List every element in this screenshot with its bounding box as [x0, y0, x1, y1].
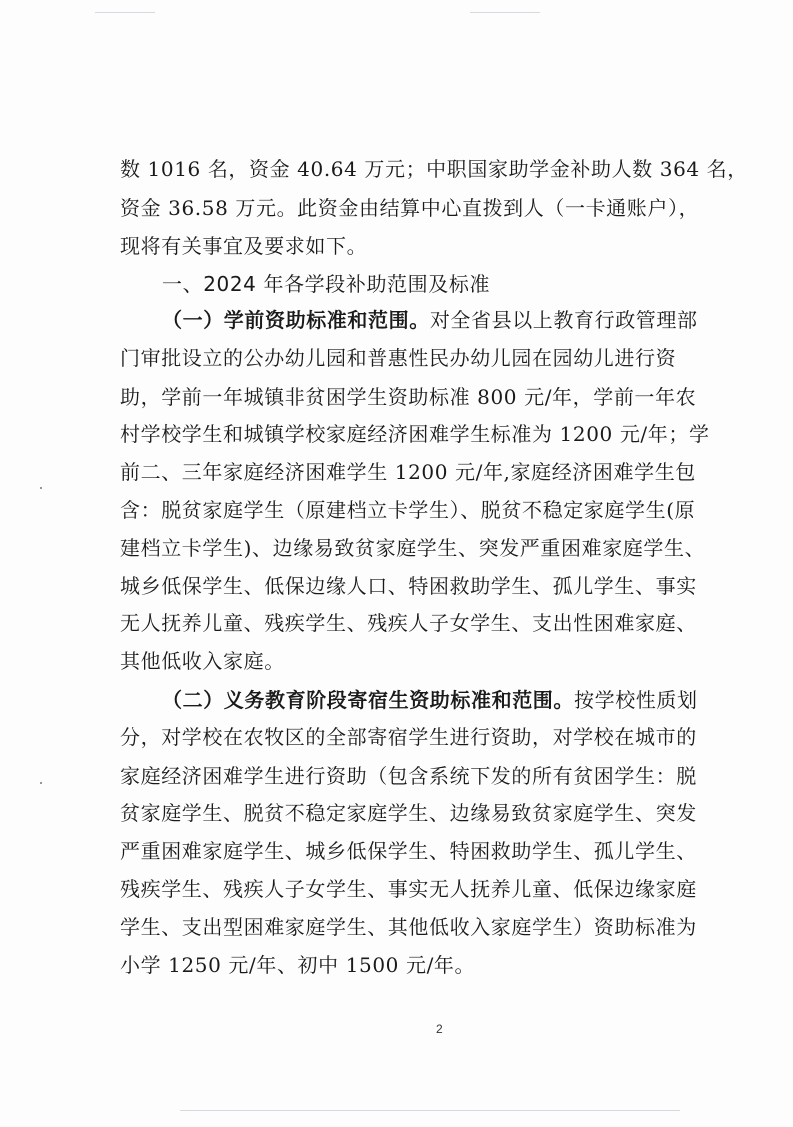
paragraph-line: 门审批设立的公办幼儿园和普惠性民办幼儿园在园幼儿进行资: [120, 346, 677, 370]
scan-artifact-top: [470, 12, 540, 13]
paragraph-line: 建档立卡学生)、边缘易致贫家庭学生、突发严重困难家庭学生、: [120, 536, 706, 560]
subsection-heading-line: [162, 308, 762, 332]
paragraph-line: 家庭经济困难学生进行资助（包含系统下发的所有贫困学生：脱: [120, 764, 697, 788]
paragraph-line: 残疾学生、残疾人子女学生、事实无人抚养儿童、低保边缘家庭: [120, 877, 697, 901]
paragraph-line: 贫家庭学生、脱贫不稳定家庭学生、边缘易致贫家庭学生、突发: [120, 801, 697, 825]
page-number: 2: [436, 1022, 443, 1036]
subsection-title: （一）学前资助标准和范围。: [162, 308, 430, 332]
paragraph-line: 数 1016 名，资金 40.64 万元；中职国家助学金补助人数 364 名，: [120, 157, 748, 181]
paragraph-line: 资金 36.58 万元。此资金由结算中心直拨到人（一卡通账户），: [120, 196, 700, 220]
paragraph-line: 现将有关事宜及要求如下。: [120, 234, 368, 258]
paragraph-line: 学生、支出型困难家庭学生、其他低收入家庭学生）资助标准为: [120, 915, 697, 939]
paragraph-line: 含：脱贫家庭学生（原建档立卡学生）、脱贫不稳定家庭学生(原: [120, 498, 696, 522]
section-heading: 一、2024 年各学段补助范围及标准: [162, 272, 491, 296]
subsection-text: 按学校性质划: [574, 688, 698, 712]
paragraph-line: 助，学前一年城镇非贫困学生资助标准 800 元/年，学前一年农: [120, 385, 697, 409]
paragraph-line: 小学 1250 元/年、初中 1500 元/年。: [120, 953, 476, 977]
paragraph-line: 无人抚养儿童、残疾学生、残疾人子女学生、支出性困难家庭、: [120, 611, 697, 635]
subsection-text: 对全省县以上教育行政管理部: [429, 308, 698, 332]
paragraph-line: 其他低收入家庭。: [120, 649, 285, 673]
scan-artifact-dot: [40, 782, 42, 784]
paragraph-line: 分，对学校在农牧区的全部寄宿学生进行资助，对学校在城市的: [120, 725, 697, 749]
scan-artifact-dot: [40, 487, 42, 489]
paragraph-line: 城乡低保学生、低保边缘人口、特困救助学生、孤儿学生、事实: [120, 574, 697, 598]
subsection-heading-line: [162, 688, 762, 712]
scan-artifact-top: [95, 12, 155, 13]
paragraph-line: 前二、三年家庭经济困难学生 1200 元/年,家庭经济困难学生包: [120, 460, 696, 484]
paragraph-line: 严重困难家庭学生、城乡低保学生、特困救助学生、孤儿学生、: [120, 839, 697, 863]
paragraph-line: 村学校学生和城镇学校家庭经济困难学生标准为 1200 元/年；学: [120, 422, 710, 446]
subsection-title: （二）义务教育阶段寄宿生资助标准和范围。: [162, 688, 574, 712]
scan-artifact-bottom: [180, 1110, 680, 1111]
